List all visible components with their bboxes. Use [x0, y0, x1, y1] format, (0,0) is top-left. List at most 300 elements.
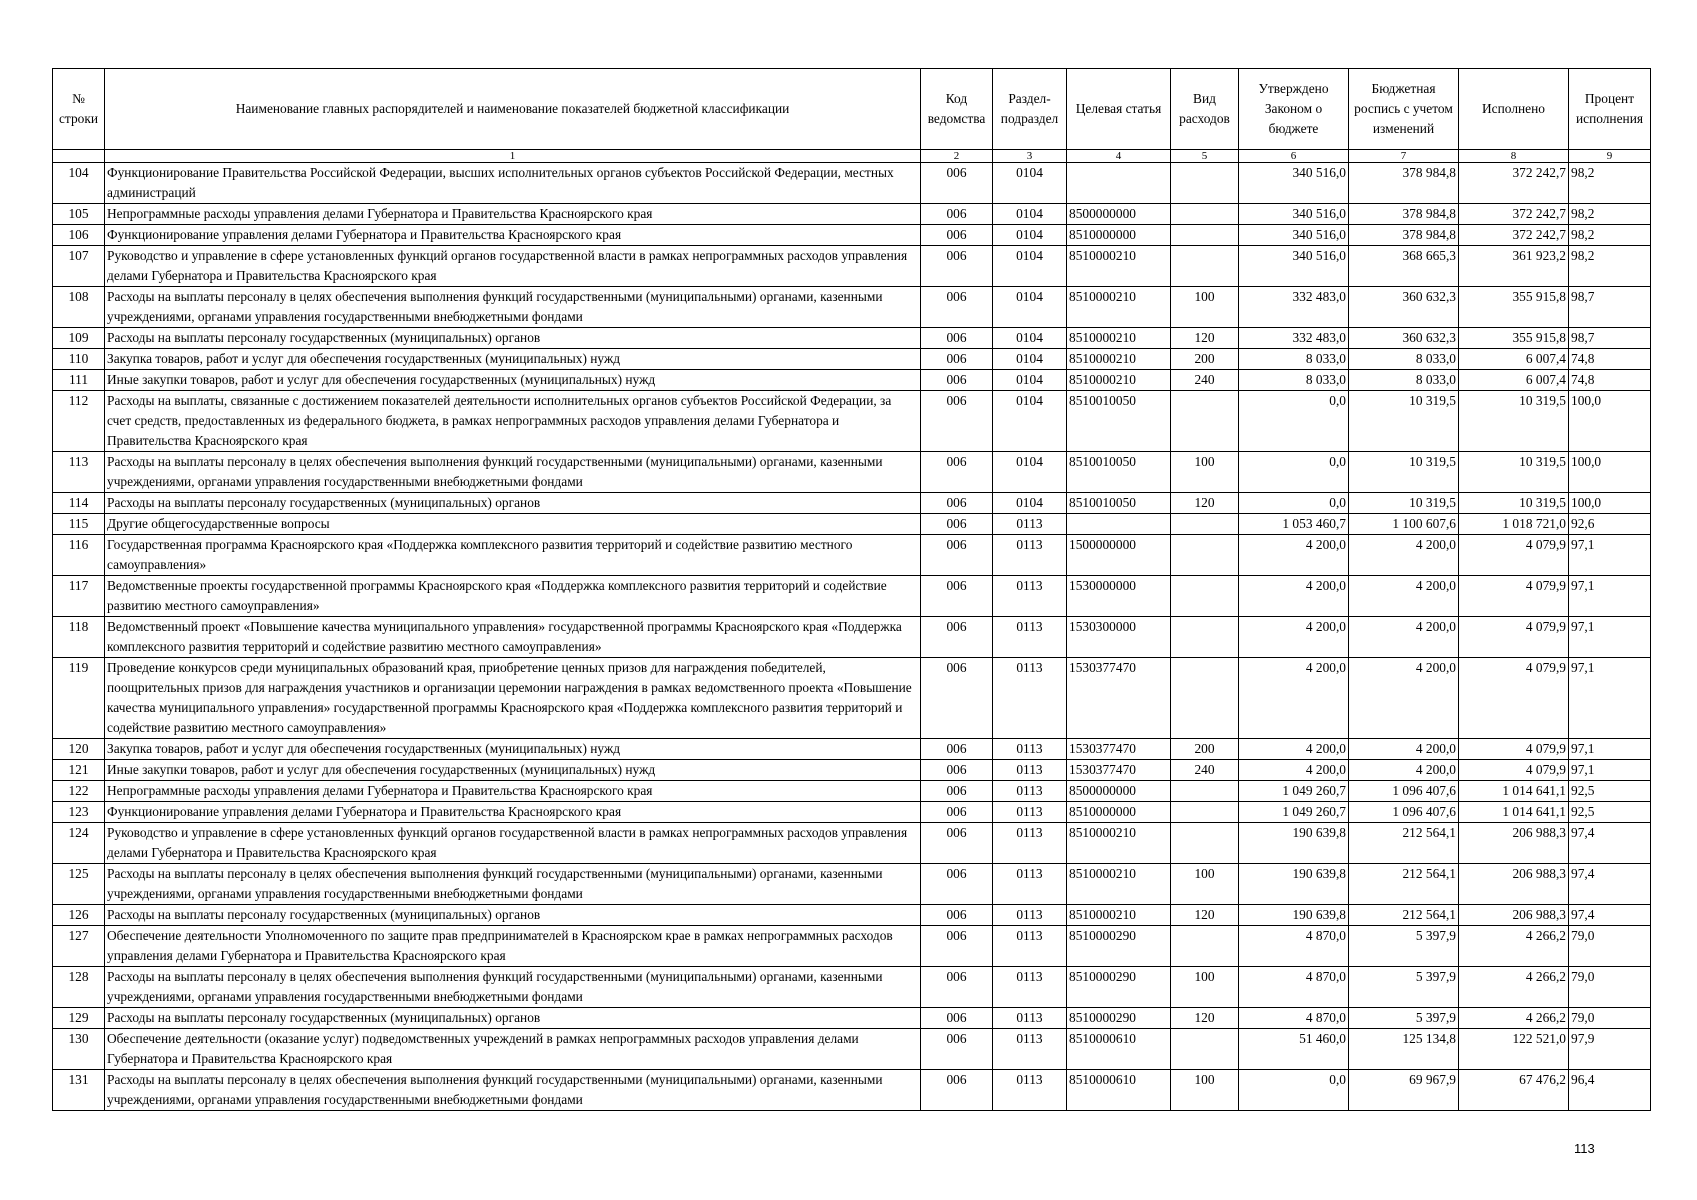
row-executed: 4 266,2	[1459, 926, 1569, 967]
row-department-code: 006	[921, 493, 993, 514]
row-executed: 122 521,0	[1459, 1029, 1569, 1070]
table-row	[53, 967, 1651, 1008]
row-executed: 355 915,8	[1459, 328, 1569, 349]
row-expense-type: 100	[1171, 287, 1239, 328]
row-executed: 67 476,2	[1459, 1070, 1569, 1111]
row-expense-type: 200	[1171, 739, 1239, 760]
row-target-article: 8510000210	[1067, 328, 1171, 349]
row-department-code: 006	[921, 246, 993, 287]
row-expense-type: 100	[1171, 864, 1239, 905]
header-budget-schedule: Бюджетная роспись с учетом изменений	[1349, 69, 1459, 150]
row-number: 126	[53, 905, 105, 926]
row-section: 0113	[993, 823, 1067, 864]
row-department-code: 006	[921, 823, 993, 864]
row-name: Расходы на выплаты, связанные с достижением показателей деятельности исполнительных органов субъектов Российской Федерации, за счет средств, предоставленных из федерального бюджета, в рамках непрограммных расходов управления делами Губернатора и Правительства Красноярского края	[105, 391, 921, 452]
row-expense-type	[1171, 514, 1239, 535]
row-percent: 97,1	[1569, 535, 1651, 576]
row-executed: 206 988,3	[1459, 823, 1569, 864]
row-percent: 100,0	[1569, 493, 1651, 514]
row-expense-type: 100	[1171, 967, 1239, 1008]
row-expense-type: 240	[1171, 760, 1239, 781]
row-executed: 10 319,5	[1459, 391, 1569, 452]
row-name: Расходы на выплаты персоналу в целях обеспечения выполнения функций государственными (муниципальными) органами, казенными учреждениями, органами управления государственными внебюджетными фондами	[105, 864, 921, 905]
row-expense-type: 120	[1171, 328, 1239, 349]
row-approved: 4 870,0	[1239, 926, 1349, 967]
row-section: 0113	[993, 802, 1067, 823]
row-budget-schedule: 5 397,9	[1349, 967, 1459, 1008]
row-budget-schedule: 125 134,8	[1349, 1029, 1459, 1070]
table-row	[53, 905, 1651, 926]
row-expense-type	[1171, 1029, 1239, 1070]
row-executed: 4 266,2	[1459, 1008, 1569, 1029]
row-budget-schedule: 378 984,8	[1349, 204, 1459, 225]
row-name: Руководство и управление в сфере установленных функций органов государственной власти в рамках непрограммных расходов управления делами Губернатора и Правительства Красноярского края	[105, 246, 921, 287]
row-approved: 190 639,8	[1239, 905, 1349, 926]
column-number: 6	[1239, 150, 1349, 163]
row-target-article: 1500000000	[1067, 535, 1171, 576]
row-number: 116	[53, 535, 105, 576]
row-percent: 97,1	[1569, 576, 1651, 617]
row-executed: 4 079,9	[1459, 658, 1569, 739]
row-department-code: 006	[921, 452, 993, 493]
row-name: Ведомственный проект «Повышение качества муниципального управления» государственной программы Красноярского края «Поддержка комплексного развития территорий и содействие развитию местного самоуправления»	[105, 617, 921, 658]
row-target-article: 8510000210	[1067, 349, 1171, 370]
row-expense-type: 120	[1171, 1008, 1239, 1029]
header-approved: Утверждено Законом о бюджете	[1239, 69, 1349, 150]
row-department-code: 006	[921, 535, 993, 576]
row-executed: 372 242,7	[1459, 163, 1569, 204]
row-target-article: 1530377470	[1067, 739, 1171, 760]
row-section: 0113	[993, 658, 1067, 739]
row-target-article: 8510000210	[1067, 246, 1171, 287]
row-department-code: 006	[921, 781, 993, 802]
row-expense-type	[1171, 163, 1239, 204]
row-department-code: 006	[921, 328, 993, 349]
row-number: 121	[53, 760, 105, 781]
row-approved: 0,0	[1239, 391, 1349, 452]
header-executed: Исполнено	[1459, 69, 1569, 150]
row-percent: 97,1	[1569, 617, 1651, 658]
row-percent: 92,5	[1569, 781, 1651, 802]
row-department-code: 006	[921, 905, 993, 926]
table-row	[53, 658, 1651, 739]
row-number: 112	[53, 391, 105, 452]
row-approved: 4 200,0	[1239, 617, 1349, 658]
row-percent: 97,4	[1569, 864, 1651, 905]
row-section: 0113	[993, 905, 1067, 926]
row-target-article: 1530300000	[1067, 617, 1171, 658]
row-number: 113	[53, 452, 105, 493]
row-expense-type: 120	[1171, 905, 1239, 926]
row-executed: 10 319,5	[1459, 493, 1569, 514]
table-row	[53, 760, 1651, 781]
row-number: 131	[53, 1070, 105, 1111]
row-name: Расходы на выплаты персоналу в целях обеспечения выполнения функций государственными (муниципальными) органами, казенными учреждениями, органами управления государственными внебюджетными фондами	[105, 452, 921, 493]
row-section: 0104	[993, 163, 1067, 204]
row-percent: 79,0	[1569, 1008, 1651, 1029]
row-section: 0104	[993, 225, 1067, 246]
header-department-code: Код ведомства	[921, 69, 993, 150]
row-percent: 98,2	[1569, 204, 1651, 225]
row-approved: 332 483,0	[1239, 287, 1349, 328]
row-percent: 98,2	[1569, 246, 1651, 287]
row-target-article: 8500000000	[1067, 204, 1171, 225]
row-target-article: 1530377470	[1067, 760, 1171, 781]
row-section: 0104	[993, 391, 1067, 452]
row-approved: 4 870,0	[1239, 1008, 1349, 1029]
row-department-code: 006	[921, 739, 993, 760]
column-number-row	[53, 150, 1651, 163]
row-executed: 355 915,8	[1459, 287, 1569, 328]
table-row	[53, 370, 1651, 391]
header-row-number: № строки	[53, 69, 105, 150]
row-number: 123	[53, 802, 105, 823]
table-row	[53, 349, 1651, 370]
table-row	[53, 328, 1651, 349]
row-target-article: 8510000210	[1067, 823, 1171, 864]
row-target-article: 1530000000	[1067, 576, 1171, 617]
row-section: 0104	[993, 349, 1067, 370]
row-number: 109	[53, 328, 105, 349]
row-budget-schedule: 1 096 407,6	[1349, 802, 1459, 823]
row-budget-schedule: 212 564,1	[1349, 823, 1459, 864]
row-executed: 206 988,3	[1459, 864, 1569, 905]
row-department-code: 006	[921, 514, 993, 535]
row-expense-type	[1171, 823, 1239, 864]
table-row	[53, 926, 1651, 967]
row-name: Расходы на выплаты персоналу в целях обеспечения выполнения функций государственными (муниципальными) органами, казенными учреждениями, органами управления государственными внебюджетными фондами	[105, 1070, 921, 1111]
row-section: 0104	[993, 370, 1067, 391]
row-department-code: 006	[921, 391, 993, 452]
row-approved: 340 516,0	[1239, 204, 1349, 225]
row-expense-type	[1171, 926, 1239, 967]
row-percent: 98,2	[1569, 163, 1651, 204]
column-number	[53, 150, 105, 163]
table-row	[53, 781, 1651, 802]
row-target-article: 8500000000	[1067, 781, 1171, 802]
row-section: 0113	[993, 760, 1067, 781]
table-row	[53, 864, 1651, 905]
row-target-article: 8510000210	[1067, 287, 1171, 328]
column-number: 5	[1171, 150, 1239, 163]
row-number: 125	[53, 864, 105, 905]
row-budget-schedule: 4 200,0	[1349, 739, 1459, 760]
row-budget-schedule: 4 200,0	[1349, 576, 1459, 617]
header-expense-type: Вид расходов	[1171, 69, 1239, 150]
table-row	[53, 617, 1651, 658]
column-number: 7	[1349, 150, 1459, 163]
row-number: 114	[53, 493, 105, 514]
budget-execution-table	[52, 68, 1651, 1111]
table-row	[53, 802, 1651, 823]
column-number: 1	[105, 150, 921, 163]
row-target-article: 8510000210	[1067, 370, 1171, 391]
row-percent: 79,0	[1569, 967, 1651, 1008]
row-department-code: 006	[921, 802, 993, 823]
row-section: 0113	[993, 535, 1067, 576]
column-number: 2	[921, 150, 993, 163]
row-number: 122	[53, 781, 105, 802]
row-department-code: 006	[921, 617, 993, 658]
row-number: 118	[53, 617, 105, 658]
row-budget-schedule: 69 967,9	[1349, 1070, 1459, 1111]
row-target-article: 8510000610	[1067, 1029, 1171, 1070]
row-approved: 0,0	[1239, 493, 1349, 514]
row-approved: 340 516,0	[1239, 246, 1349, 287]
row-executed: 361 923,2	[1459, 246, 1569, 287]
row-executed: 4 079,9	[1459, 535, 1569, 576]
table-row	[53, 576, 1651, 617]
row-name: Другие общегосударственные вопросы	[105, 514, 921, 535]
row-budget-schedule: 8 033,0	[1349, 349, 1459, 370]
row-section: 0113	[993, 781, 1067, 802]
row-budget-schedule: 1 096 407,6	[1349, 781, 1459, 802]
row-expense-type	[1171, 576, 1239, 617]
row-target-article: 8510010050	[1067, 452, 1171, 493]
row-budget-schedule: 360 632,3	[1349, 328, 1459, 349]
row-department-code: 006	[921, 1070, 993, 1111]
row-expense-type	[1171, 617, 1239, 658]
header-percent: Процент исполнения	[1569, 69, 1651, 150]
table-row	[53, 823, 1651, 864]
row-number: 108	[53, 287, 105, 328]
row-section: 0104	[993, 452, 1067, 493]
row-executed: 1 014 641,1	[1459, 781, 1569, 802]
table-row	[53, 535, 1651, 576]
row-percent: 92,5	[1569, 802, 1651, 823]
row-name: Обеспечение деятельности (оказание услуг) подведомственных учреждений в рамках непрограммных расходов управления делами Губернатора и Правительства Красноярского края	[105, 1029, 921, 1070]
row-department-code: 006	[921, 576, 993, 617]
page-number: 113	[1574, 1141, 1595, 1156]
row-name: Непрограммные расходы управления делами Губернатора и Правительства Красноярского края	[105, 204, 921, 225]
row-department-code: 006	[921, 287, 993, 328]
row-section: 0104	[993, 328, 1067, 349]
row-percent: 96,4	[1569, 1070, 1651, 1111]
row-target-article: 8510000290	[1067, 967, 1171, 1008]
row-expense-type: 120	[1171, 493, 1239, 514]
table-row	[53, 246, 1651, 287]
table-header-row	[53, 69, 1651, 150]
row-number: 115	[53, 514, 105, 535]
row-approved: 4 200,0	[1239, 535, 1349, 576]
header-target-article: Целевая статья	[1067, 69, 1171, 150]
row-department-code: 006	[921, 1029, 993, 1070]
row-section: 0113	[993, 617, 1067, 658]
row-approved: 4 200,0	[1239, 576, 1349, 617]
row-percent: 98,7	[1569, 328, 1651, 349]
row-name: Расходы на выплаты персоналу государственных (муниципальных) органов	[105, 493, 921, 514]
row-budget-schedule: 378 984,8	[1349, 163, 1459, 204]
row-target-article: 8510000290	[1067, 926, 1171, 967]
row-executed: 372 242,7	[1459, 225, 1569, 246]
row-target-article	[1067, 163, 1171, 204]
row-number: 129	[53, 1008, 105, 1029]
row-name: Проведение конкурсов среди муниципальных образований края, приобретение ценных призов для награждения победителей, поощрительных призов для награждения участников и организации церемонии награждения в рамках ведомственного проекта «Повышение качества муниципального управления» государственной программы Красноярского края «Поддержка комплексного развития территорий и содействие развитию местного самоуправления»	[105, 658, 921, 739]
row-expense-type	[1171, 225, 1239, 246]
row-budget-schedule: 4 200,0	[1349, 535, 1459, 576]
row-executed: 6 007,4	[1459, 349, 1569, 370]
row-number: 120	[53, 739, 105, 760]
row-number: 107	[53, 246, 105, 287]
row-percent: 98,7	[1569, 287, 1651, 328]
row-department-code: 006	[921, 204, 993, 225]
row-percent: 97,4	[1569, 823, 1651, 864]
row-section: 0113	[993, 864, 1067, 905]
row-number: 110	[53, 349, 105, 370]
row-number: 104	[53, 163, 105, 204]
row-budget-schedule: 5 397,9	[1349, 1008, 1459, 1029]
row-department-code: 006	[921, 864, 993, 905]
row-percent: 100,0	[1569, 391, 1651, 452]
row-budget-schedule: 360 632,3	[1349, 287, 1459, 328]
row-budget-schedule: 378 984,8	[1349, 225, 1459, 246]
row-expense-type	[1171, 781, 1239, 802]
row-name: Расходы на выплаты персоналу государственных (муниципальных) органов	[105, 328, 921, 349]
row-approved: 0,0	[1239, 1070, 1349, 1111]
row-budget-schedule: 8 033,0	[1349, 370, 1459, 391]
row-executed: 1 018 721,0	[1459, 514, 1569, 535]
table-body	[53, 163, 1651, 1111]
row-name: Иные закупки товаров, работ и услуг для обеспечения государственных (муниципальных) нужд	[105, 760, 921, 781]
row-percent: 97,1	[1569, 658, 1651, 739]
row-approved: 190 639,8	[1239, 864, 1349, 905]
row-percent: 100,0	[1569, 452, 1651, 493]
column-number: 8	[1459, 150, 1569, 163]
table-row	[53, 1029, 1651, 1070]
row-budget-schedule: 10 319,5	[1349, 493, 1459, 514]
row-executed: 4 079,9	[1459, 576, 1569, 617]
column-number: 4	[1067, 150, 1171, 163]
row-target-article: 8510000290	[1067, 1008, 1171, 1029]
row-target-article: 8510000210	[1067, 905, 1171, 926]
row-approved: 340 516,0	[1239, 163, 1349, 204]
row-target-article: 8510010050	[1067, 493, 1171, 514]
row-executed: 4 079,9	[1459, 739, 1569, 760]
table-row	[53, 204, 1651, 225]
column-number: 3	[993, 150, 1067, 163]
row-department-code: 006	[921, 926, 993, 967]
header-section: Раздел-подраздел	[993, 69, 1067, 150]
row-approved: 8 033,0	[1239, 370, 1349, 391]
row-name: Расходы на выплаты персоналу в целях обеспечения выполнения функций государственными (муниципальными) органами, казенными учреждениями, органами управления государственными внебюджетными фондами	[105, 967, 921, 1008]
row-section: 0113	[993, 1008, 1067, 1029]
column-number: 9	[1569, 150, 1651, 163]
row-expense-type	[1171, 391, 1239, 452]
row-section: 0104	[993, 246, 1067, 287]
row-section: 0113	[993, 926, 1067, 967]
row-section: 0104	[993, 204, 1067, 225]
row-name: Непрограммные расходы управления делами Губернатора и Правительства Красноярского края	[105, 781, 921, 802]
row-executed: 1 014 641,1	[1459, 802, 1569, 823]
table-row	[53, 163, 1651, 204]
row-name: Функционирование Правительства Российской Федерации, высших исполнительных органов субъектов Российской Федерации, местных администраций	[105, 163, 921, 204]
row-expense-type	[1171, 204, 1239, 225]
row-name: Ведомственные проекты государственной программы Красноярского края «Поддержка комплексного развития территорий и содействие развитию местного самоуправления»	[105, 576, 921, 617]
row-section: 0113	[993, 514, 1067, 535]
row-executed: 4 079,9	[1459, 760, 1569, 781]
row-number: 119	[53, 658, 105, 739]
table-row	[53, 1008, 1651, 1029]
row-approved: 190 639,8	[1239, 823, 1349, 864]
row-name: Государственная программа Красноярского края «Поддержка комплексного развития территорий и содействие развитию местного самоуправления»	[105, 535, 921, 576]
row-expense-type	[1171, 535, 1239, 576]
row-executed: 10 319,5	[1459, 452, 1569, 493]
row-name: Иные закупки товаров, работ и услуг для обеспечения государственных (муниципальных) нужд	[105, 370, 921, 391]
row-department-code: 006	[921, 225, 993, 246]
row-target-article: 8510000000	[1067, 225, 1171, 246]
row-section: 0113	[993, 739, 1067, 760]
table-row	[53, 225, 1651, 246]
row-department-code: 006	[921, 967, 993, 1008]
row-name: Закупка товаров, работ и услуг для обеспечения государственных (муниципальных) нужд	[105, 739, 921, 760]
row-budget-schedule: 1 100 607,6	[1349, 514, 1459, 535]
row-section: 0113	[993, 576, 1067, 617]
row-name: Расходы на выплаты персоналу государственных (муниципальных) органов	[105, 1008, 921, 1029]
row-budget-schedule: 5 397,9	[1349, 926, 1459, 967]
row-budget-schedule: 10 319,5	[1349, 391, 1459, 452]
row-approved: 340 516,0	[1239, 225, 1349, 246]
row-name: Руководство и управление в сфере установленных функций органов государственной власти в рамках непрограммных расходов управления делами Губернатора и Правительства Красноярского края	[105, 823, 921, 864]
table-row	[53, 287, 1651, 328]
row-approved: 8 033,0	[1239, 349, 1349, 370]
row-executed: 4 079,9	[1459, 617, 1569, 658]
row-section: 0113	[993, 1070, 1067, 1111]
row-approved: 332 483,0	[1239, 328, 1349, 349]
row-expense-type	[1171, 246, 1239, 287]
row-percent: 97,1	[1569, 739, 1651, 760]
row-approved: 1 049 260,7	[1239, 802, 1349, 823]
row-approved: 1 053 460,7	[1239, 514, 1349, 535]
row-department-code: 006	[921, 760, 993, 781]
row-section: 0104	[993, 287, 1067, 328]
row-section: 0113	[993, 1029, 1067, 1070]
row-percent: 97,1	[1569, 760, 1651, 781]
row-number: 130	[53, 1029, 105, 1070]
row-target-article: 8510000610	[1067, 1070, 1171, 1111]
row-name: Функционирование управления делами Губернатора и Правительства Красноярского края	[105, 802, 921, 823]
row-department-code: 006	[921, 163, 993, 204]
row-budget-schedule: 10 319,5	[1349, 452, 1459, 493]
row-expense-type	[1171, 658, 1239, 739]
row-budget-schedule: 212 564,1	[1349, 905, 1459, 926]
row-percent: 92,6	[1569, 514, 1651, 535]
row-expense-type: 100	[1171, 1070, 1239, 1111]
row-target-article: 8510000000	[1067, 802, 1171, 823]
table-row	[53, 391, 1651, 452]
row-name: Обеспечение деятельности Уполномоченного по защите прав предпринимателей в Красноярском крае в рамках непрограммных расходов управления делами Губернатора и Правительства Красноярского края	[105, 926, 921, 967]
row-expense-type: 200	[1171, 349, 1239, 370]
row-section: 0104	[993, 493, 1067, 514]
row-department-code: 006	[921, 349, 993, 370]
row-section: 0113	[993, 967, 1067, 1008]
row-executed: 4 266,2	[1459, 967, 1569, 1008]
row-department-code: 006	[921, 370, 993, 391]
row-number: 117	[53, 576, 105, 617]
row-department-code: 006	[921, 1008, 993, 1029]
row-department-code: 006	[921, 658, 993, 739]
row-percent: 74,8	[1569, 370, 1651, 391]
row-number: 105	[53, 204, 105, 225]
row-executed: 206 988,3	[1459, 905, 1569, 926]
row-budget-schedule: 4 200,0	[1349, 658, 1459, 739]
row-budget-schedule: 212 564,1	[1349, 864, 1459, 905]
row-approved: 1 049 260,7	[1239, 781, 1349, 802]
row-approved: 4 870,0	[1239, 967, 1349, 1008]
table-row	[53, 739, 1651, 760]
row-expense-type	[1171, 802, 1239, 823]
row-name: Расходы на выплаты персоналу в целях обеспечения выполнения функций государственными (муниципальными) органами, казенными учреждениями, органами управления государственными внебюджетными фондами	[105, 287, 921, 328]
row-number: 111	[53, 370, 105, 391]
